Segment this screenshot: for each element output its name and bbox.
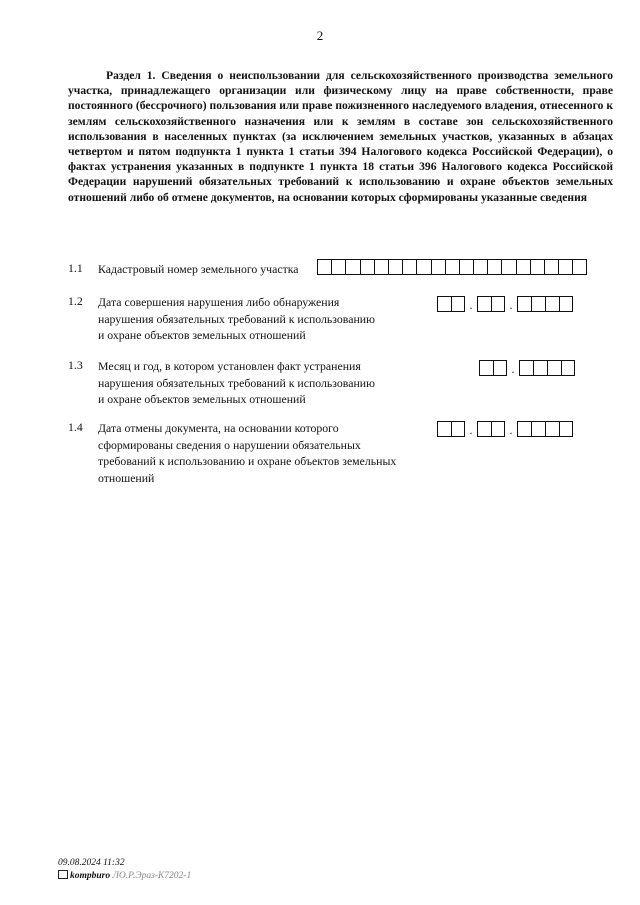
cadastral-digit-cell[interactable] <box>459 259 473 275</box>
cadastral-digit-cell[interactable] <box>317 259 331 275</box>
date-separator: . <box>509 298 513 312</box>
cadastral-digit-cell[interactable] <box>374 259 388 275</box>
item-1-4-line: Дата отмены документа, на основании которого <box>98 421 339 435</box>
item-1-3-text <box>98 358 375 408</box>
footer-source <box>58 870 191 881</box>
cadastral-number-field[interactable] <box>317 259 587 275</box>
footer-source-name: kompburo <box>70 871 111 881</box>
day-cells[interactable] <box>437 296 465 312</box>
cadastral-digit-cell[interactable] <box>416 259 430 275</box>
cancellation-date-field[interactable] <box>437 421 573 437</box>
cadastral-digit-cell[interactable] <box>331 259 345 275</box>
item-1-3-line: Месяц и год, в котором установлен факт устранения <box>98 359 361 373</box>
year-cells[interactable] <box>517 296 573 312</box>
cadastral-digit-cell[interactable] <box>544 259 558 275</box>
cadastral-digit-cell[interactable] <box>572 259 586 275</box>
cadastral-digit-cell[interactable] <box>487 259 501 275</box>
cadastral-digit-cell[interactable] <box>516 259 530 275</box>
remedy-month-year-field[interactable] <box>479 360 575 376</box>
cadastral-digit-cell[interactable] <box>445 259 459 275</box>
date-separator: . <box>469 423 473 437</box>
item-1-4-line: отношений <box>98 470 155 485</box>
section-heading: Раздел 1. Сведения о неиспользовании для сельскохозяйственного производства земельного участка, принадлежащего организации или физическому лицу на праве собственности, праве постоянного (бессрочного) пользования или праве пожизненного наследуемого владения, отнесенного к землям сельскохозяйственного назначения или к землям в составе зон сельскохозяйственного использования в населенных пунктах (за исключением земельных участков, указанных в абзацах четвертом и пятом подпункта 1 пункта 1 статьи 394 Налогового кодекса Российской Федерации), о фактах устранения указанных в подпункте 1 пункта 18 статьи 396 Налогового кодекса Российской Федерации нарушений обязательных требований к использованию и охране объектов земельных отношений либо об отмене документов, на основании которых сформированы указанные сведения <box>68 69 613 204</box>
date-separator: . <box>469 298 473 312</box>
item-1-4-number: 1.4 <box>68 420 83 434</box>
item-1-3-line: нарушения обязательных требований к использованию <box>98 375 375 390</box>
page-number: 2 <box>316 28 324 43</box>
item-1-4-line: сформированы сведения о нарушении обязательных <box>98 437 361 452</box>
year-cells[interactable] <box>517 421 573 437</box>
item-1-4-text <box>98 420 396 486</box>
item-1-1-text <box>98 261 299 278</box>
violation-date-field[interactable] <box>437 296 573 312</box>
day-cells[interactable] <box>437 421 465 437</box>
cadastral-digit-cell[interactable] <box>402 259 416 275</box>
stamp-icon <box>58 870 68 879</box>
item-1-4-line: требований к использованию и охране объектов земельных <box>98 454 397 468</box>
item-1-2-text <box>98 294 375 344</box>
footer-date: 09.08.2024 11:32 <box>58 858 125 868</box>
year-cells[interactable] <box>519 360 575 376</box>
month-cells[interactable] <box>477 421 505 437</box>
cadastral-digit-cell[interactable] <box>501 259 515 275</box>
cadastral-digit-cell[interactable] <box>431 259 445 275</box>
date-separator: . <box>509 423 513 437</box>
month-cells[interactable] <box>477 296 505 312</box>
cadastral-digit-cell[interactable] <box>345 259 359 275</box>
item-1-1-number: 1.1 <box>68 261 83 275</box>
date-separator: . <box>511 362 515 376</box>
cadastral-digit-cell[interactable] <box>558 259 572 275</box>
item-1-2-line: и охране объектов земельных отношений <box>98 328 306 342</box>
item-1-3-number: 1.3 <box>68 358 83 372</box>
month-cells[interactable] <box>479 360 507 376</box>
cadastral-digit-cell[interactable] <box>473 259 487 275</box>
item-1-2-line: Дата совершения нарушения либо обнаружения <box>98 295 340 309</box>
footer-source-tail: ЛО.Р.Эраз-К7202-1 <box>112 871 192 881</box>
cadastral-digit-cell[interactable] <box>388 259 402 275</box>
cadastral-digit-cell[interactable] <box>530 259 544 275</box>
item-1-1-line: Кадастровый номер земельного участка <box>98 262 299 276</box>
item-1-2-number: 1.2 <box>68 294 83 308</box>
cadastral-digit-cell[interactable] <box>360 259 374 275</box>
item-1-2-line: нарушения обязательных требований к использованию <box>98 311 375 326</box>
item-1-3-line: и охране объектов земельных отношений <box>98 392 306 406</box>
